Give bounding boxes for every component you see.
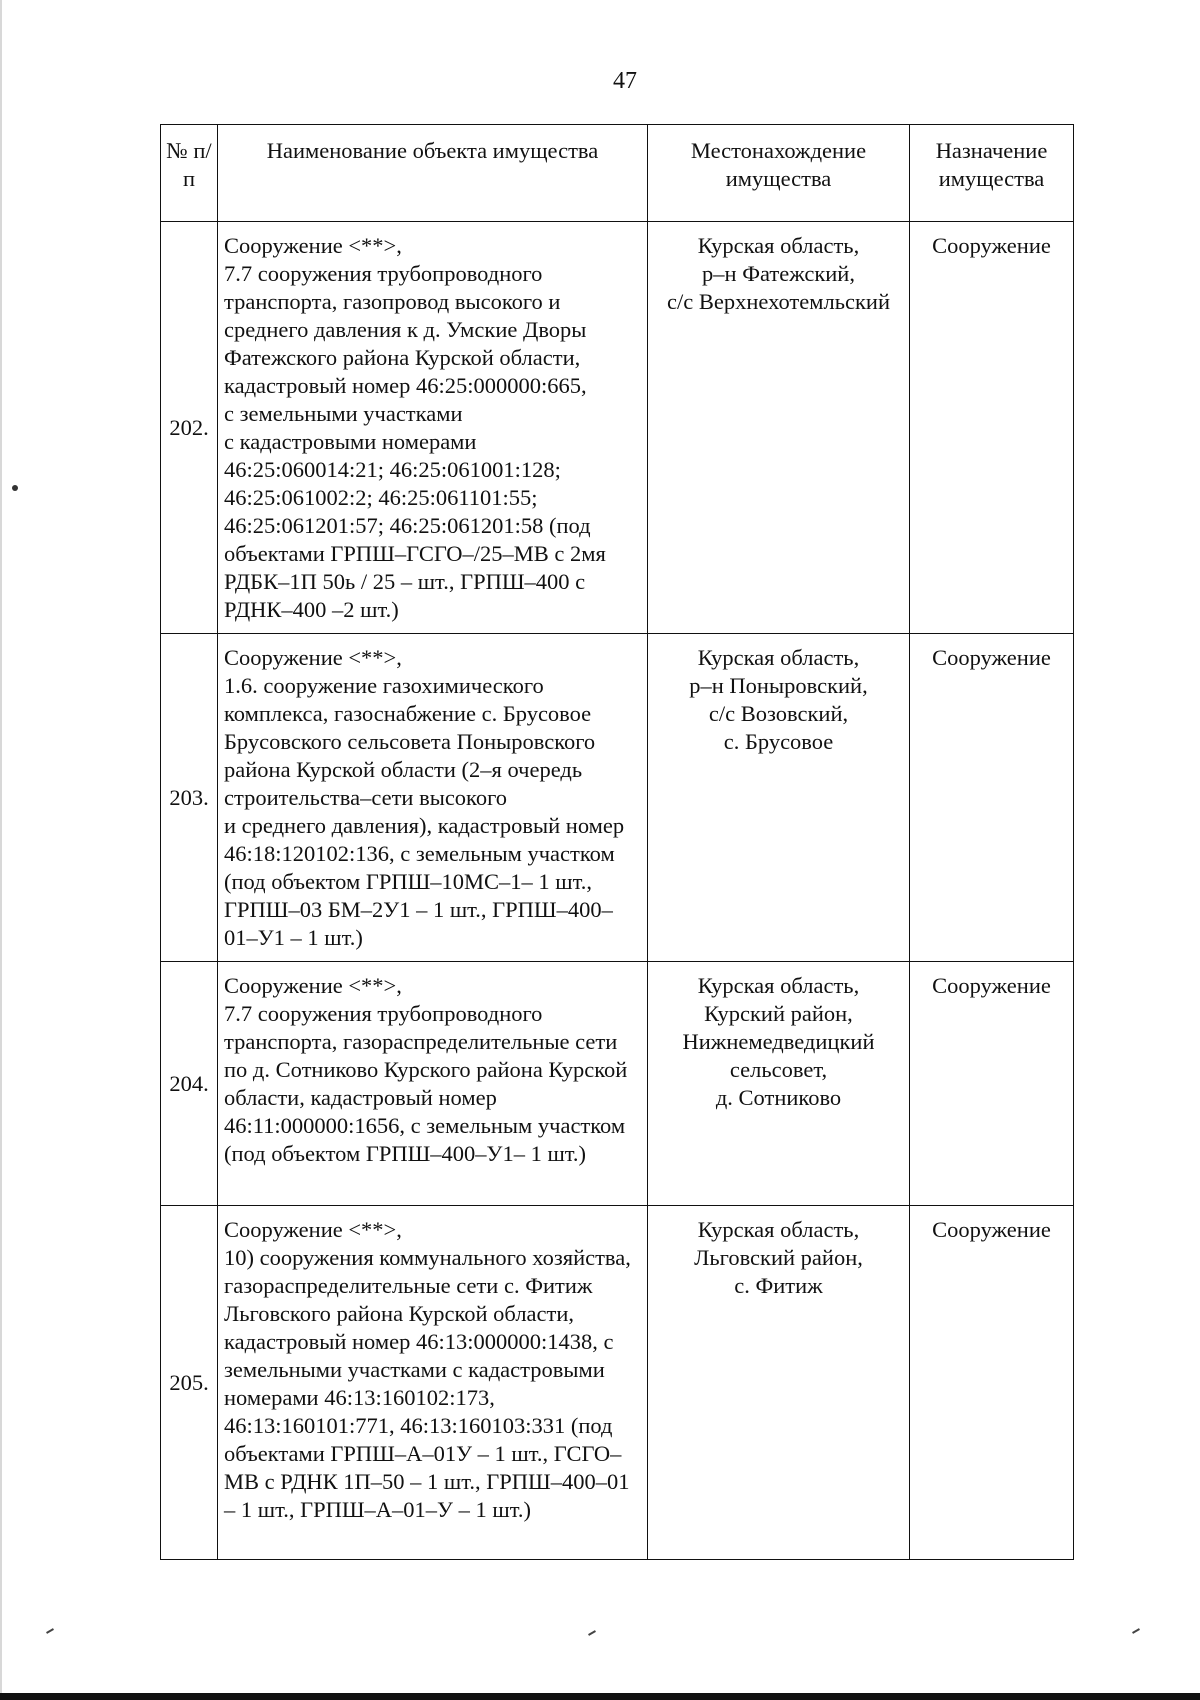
object-purpose: Сооружение [910, 634, 1074, 962]
table-row [161, 222, 1074, 634]
property-register-table [160, 124, 1074, 1560]
row-number: 203. [161, 634, 218, 962]
column-header-number: № п/п [161, 125, 218, 222]
object-location: Курская область, р–н Поныровский, с/с Возовский, с. Брусовое [648, 634, 910, 962]
scan-speck [12, 485, 18, 491]
object-name: Сооружение <**>, 10) сооружения коммунального хозяйства, газораспределительные сети с. Фитиж Льговского района Курской области, кадастровый номер 46:13:000000:1438, с земельными участками с кадастровыми номерами 46:13:160102:173, 46:13:160101:771, 46:13:160103:331 (под объектами ГРПШ–А–01У – 1 шт., ГСГО–МВ с РДНК 1П–50 – 1 шт., ГРПШ–400–01 – 1 шт., ГРПШ–А–01–У – 1 шт.) [218, 1206, 648, 1560]
object-purpose: Сооружение [910, 1206, 1074, 1560]
table-row [161, 962, 1074, 1206]
object-location: Курская область, Курский район, Нижнемедведицкий сельсовет, д. Сотниково [648, 962, 910, 1206]
object-purpose: Сооружение [910, 222, 1074, 634]
object-location: Курская область, р–н Фатежский, с/с Верхнехотемльский [648, 222, 910, 634]
object-name: Сооружение <**>, 1.6. сооружение газохимического комплекса, газоснабжение с. Брусовое Брусовского сельсовета Поныровского района Курской области (2–я очередь строительства–сети высокого и среднего давления), кадастровый номер 46:18:120102:136, с земельным участком (под объектом ГРПШ–10МС–1– 1 шт., ГРПШ–03 БМ–2У1 – 1 шт., ГРПШ–400–01–У1 – 1 шт.) [218, 634, 648, 962]
scan-speck [46, 1628, 54, 1634]
scan-left-edge [0, 0, 2, 1700]
scan-speck [588, 1630, 596, 1636]
row-number: 204. [161, 962, 218, 1206]
object-name: Сооружение <**>, 7.7 сооружения трубопроводного транспорта, газопровод высокого и среднего давления к д. Умские Дворы Фатежского района Курской области, кадастровый номер 46:25:000000:665, с земельными участками с кадастровыми номерами 46:25:060014:21; 46:25:061001:128; 46:25:061002:2; 46:25:061101:55; 46:25:061201:57; 46:25:061201:58 (под объектами ГРПШ–ГСГО–/25–МВ с 2мя РДБК–1П 50ь / 25 – шт., ГРПШ–400 с РДНК–400 –2 шт.) [218, 222, 648, 634]
row-number: 205. [161, 1206, 218, 1560]
page-number: 47 [613, 68, 637, 94]
row-number: 202. [161, 222, 218, 634]
object-purpose: Сооружение [910, 962, 1074, 1206]
column-header-name: Наименование объекта имущества [218, 125, 648, 222]
object-location: Курская область, Льговский район, с. Фитиж [648, 1206, 910, 1560]
scan-speck [1132, 1628, 1140, 1634]
column-header-purpose: Назначение имущества [910, 125, 1074, 222]
scan-bottom-edge [0, 1693, 1200, 1700]
table-header-row [161, 125, 1074, 222]
table-row [161, 634, 1074, 962]
object-name: Сооружение <**>, 7.7 сооружения трубопроводного транспорта, газораспределительные сети по д. Сотниково Курского района Курской области, кадастровый номер 46:11:000000:1656, с земельным участком (под объектом ГРПШ–400–У1– 1 шт.) [218, 962, 648, 1206]
column-header-location: Местонахождение имущества [648, 125, 910, 222]
table-row [161, 1206, 1074, 1560]
